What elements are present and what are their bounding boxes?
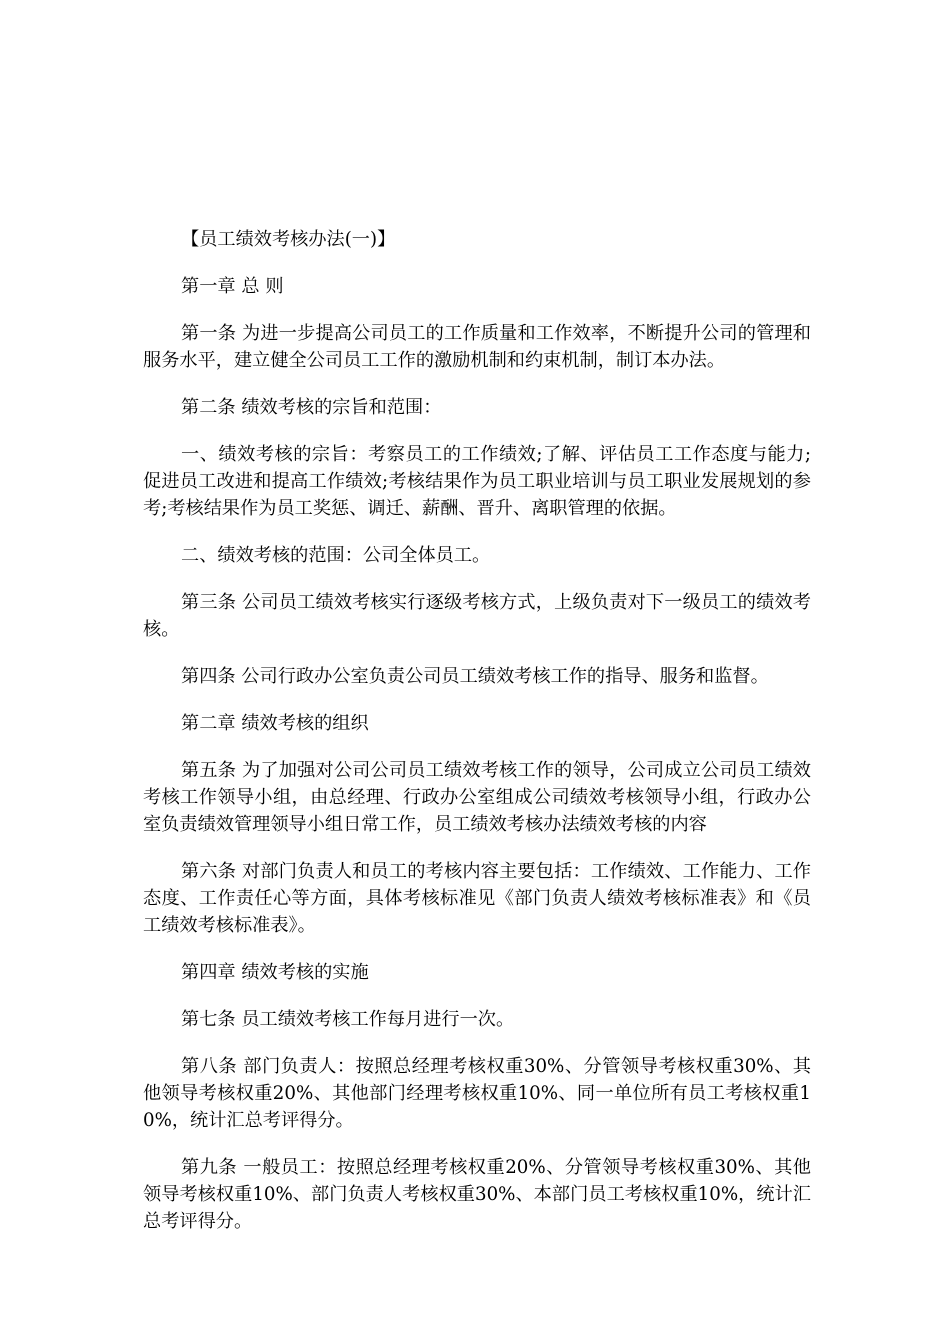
article-1: 第一条 为进一步提高公司员工的工作质量和工作效率，不断提升公司的管理和服务水平，建立健全公司员工工作的激励机制和约束机制，制订本办法。: [143, 323, 811, 371]
article-2: 第二条 绩效考核的宗旨和范围：: [181, 397, 442, 418]
chapter-1-heading: 第一章 总 则: [181, 276, 284, 297]
article-9: 第九条 一般员工：按照总经理考核权重20%、分管领导考核权重30%、其他领导考核权重10%、部门负责人考核权重30%、本部门员工考核权重10%，统计汇总考评得分。: [143, 1157, 811, 1232]
article-2-item-1: 一、绩效考核的宗旨：考察员工的工作绩效;了解、评估员工工作态度与能力;促进员工改进和提高工作绩效;考核结果作为员工职业培训与员工职业发展规划的参考;考核结果作为员工奖惩、调迁、薪酬、晋升、离职管理的依据。: [143, 444, 811, 519]
chapter-4-heading: 第四章 绩效考核的实施: [181, 962, 369, 983]
article-7: 第七条 员工绩效考核工作每月进行一次。: [181, 1009, 515, 1030]
article-4: 第四条 公司行政办公室负责公司员工绩效考核工作的指导、服务和监督。: [181, 666, 769, 687]
document-title: 【员工绩效考核办法(一)】: [181, 229, 396, 250]
article-3: 第三条 公司员工绩效考核实行逐级考核方式，上级负责对下一级员工的绩效考核。: [143, 592, 811, 640]
article-2-item-2: 二、绩效考核的范围：公司全体员工。: [181, 545, 491, 566]
chapter-2-heading: 第二章 绩效考核的组织: [181, 713, 369, 734]
article-5: 第五条 为了加强对公司公司员工绩效考核工作的领导，公司成立公司员工绩效考核工作领导小组，由总经理、行政办公室组成公司绩效考核领导小组，行政办公室负责绩效管理领导小组日常工作，员工绩效考核办法绩效考核的内容: [143, 760, 811, 835]
article-8: 第八条 部门负责人：按照总经理考核权重30%、分管领导考核权重30%、其他领导考核权重20%、其他部门经理考核权重10%、同一单位所有员工考核权重10%，统计汇总考评得分。: [143, 1056, 811, 1131]
document-page: [143, 226, 811, 1255]
article-6: 第六条 对部门负责人和员工的考核内容主要包括：工作绩效、工作能力、工作态度、工作责任心等方面，具体考核标准见《部门负责人绩效考核标准表》和《员工绩效考核标准表》。: [143, 861, 811, 936]
